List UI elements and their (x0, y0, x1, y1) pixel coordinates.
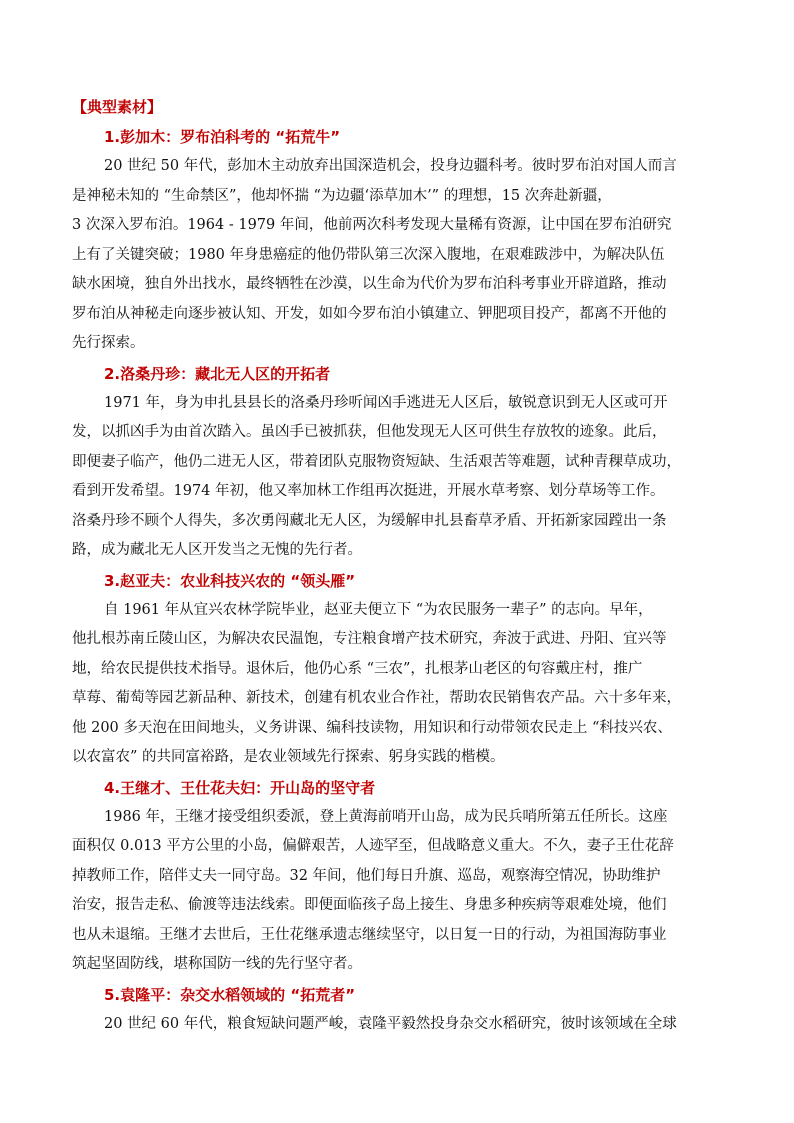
paragraph-line: 路，成为藏北无人区开发当之无愧的先行者。 (72, 542, 362, 558)
item-paragraph (72, 1010, 722, 1040)
material-item (72, 122, 722, 359)
paragraph-line: 治安，报告走私、偷渡等违法线索。即便面临孩子岛上接生、身患多种疾病等艰难处境，他们 (72, 897, 667, 913)
item-paragraph (72, 152, 722, 359)
paragraph-line: 筑起坚固防线，堪称国防一线的先行坚守者。 (72, 956, 362, 972)
item-heading: 5.袁隆平：杂交水稻领域的 “拓荒者” (104, 985, 356, 1004)
paragraph-line: 即便妻子临产，他仍二进无人区，带着团队克服物资短缺、生活艰苦等难题，试种青稞草成功， (72, 453, 681, 470)
paragraph-line: 上有了关键突破；1980 年身患癌症的他仍带队第三次深入腹地，在艰难跋涉中，为解决队伍 (72, 246, 665, 263)
paragraph-line: 洛桑丹珍不顾个人得失，多次勇闯藏北无人区，为缓解申扎县畜草矛盾、开拓新家园蹚出一条 (72, 512, 667, 529)
material-item (72, 566, 722, 773)
item-paragraph (72, 803, 722, 980)
material-item (72, 773, 722, 980)
section-label: 【典型素材】 (72, 98, 163, 116)
item-paragraph (72, 596, 722, 773)
item-paragraph (72, 389, 722, 566)
paragraph-line: 先行探索。 (72, 335, 145, 351)
paragraph-line: 草莓、葡萄等园艺新品种、新技术，创建有机农业合作社，帮助农民销售农产品。六十多年来， (72, 690, 681, 706)
material-item (72, 980, 722, 1040)
paragraph-line: 是神秘未知的 “生命禁区”，他却怀揣 “为边疆‘添草加木’” 的理想，15 次奔赴新疆， (72, 187, 612, 204)
paragraph-line: 他 200 多天泡在田间地头，义务讲课、编科技读物，用知识和行动带领农民走上 “科技兴农、 (72, 719, 672, 736)
paragraph-line: 地，给农民提供技术指导。退休后，他仍心系 “三农”，扎根茅山老区的句容戴庄村，推广 (72, 660, 643, 677)
paragraph-line: 20 世纪 50 年代，彭加木主动放弃出国深造机会，投身边疆科考。彼时罗布泊对国人而言 (104, 158, 677, 174)
paragraph-line: 1971 年，身为申扎县县长的洛桑丹珍听闻凶手逃进无人区后，敏锐意识到无人区或可开 (104, 394, 668, 411)
paragraph-line: 面积仅 0.013 平方公里的小岛，偏僻艰苦，人迹罕至，但战略意义重大。不久，妻子王仕花辞 (72, 838, 674, 854)
paragraph-line: 20 世纪 60 年代，粮食短缺问题严峻，袁隆平毅然投身杂交水稻研究，彼时该领域在全球 (104, 1015, 677, 1032)
item-heading: 1.彭加木：罗布泊科考的 “拓荒牛” (104, 128, 341, 146)
paragraph-line: 以农富农” 的共同富裕路，是农业领域先行探索、躬身实践的楷模。 (72, 749, 505, 765)
paragraph-line: 他扎根苏南丘陵山区，为解决农民温饱，专注粮食增产技术研究，奔波于武进、丹阳、宜兴等 (72, 631, 667, 647)
paragraph-line: 缺水困境，独自外出找水，最终牺牲在沙漠，以生命为代价为罗布泊科考事业开辟道路，推动 (72, 276, 667, 292)
material-list (72, 122, 722, 1039)
item-heading: 3.赵亚夫：农业科技兴农的 “领头雁” (104, 571, 356, 590)
paragraph-line: 3 次深入罗布泊。1964 - 1979 年间，他前两次科考发现大量稀有资源，让中国在罗布泊研究 (72, 217, 672, 233)
paragraph-line: 1986 年，王继才接受组织委派，登上黄海前哨开山岛，成为民兵哨所第五任所长。这座 (104, 808, 668, 825)
paragraph-line: 掉教师工作，陪伴丈夫一同守岛。32 年间，他们每日升旗、巡岛，观察海空情况，协助维护 (72, 867, 661, 884)
document-page (72, 92, 722, 1039)
item-heading: 4.王继才、王仕花夫妇：开山岛的坚守者 (104, 778, 376, 797)
paragraph-line: 看到开发希望。1974 年初，他又率加林工作组再次挺进，开展水草考察、划分草场等工作。 (72, 483, 665, 499)
paragraph-line: 自 1961 年从宜兴农林学院毕业，赵亚夫便立下 “为农民服务一辈子” 的志向。早年， (104, 601, 653, 618)
material-item (72, 359, 722, 566)
paragraph-line: 也从未退缩。王继才去世后，王仕花继承遗志继续坚守，以日复一日的行动，为祖国海防事业 (72, 926, 667, 943)
paragraph-line: 发，以抓凶手为由首次踏入。虽凶手已被抓获，但他发现无人区可供生存放牧的迹象。此后， (72, 424, 667, 440)
item-heading: 2.洛桑丹珍：藏北无人区的开拓者 (104, 364, 331, 383)
paragraph-line: 罗布泊从神秘走向逐步被认知、开发，如如今罗布泊小镇建立、钾肥项目投产，都离不开他的 (72, 305, 667, 322)
